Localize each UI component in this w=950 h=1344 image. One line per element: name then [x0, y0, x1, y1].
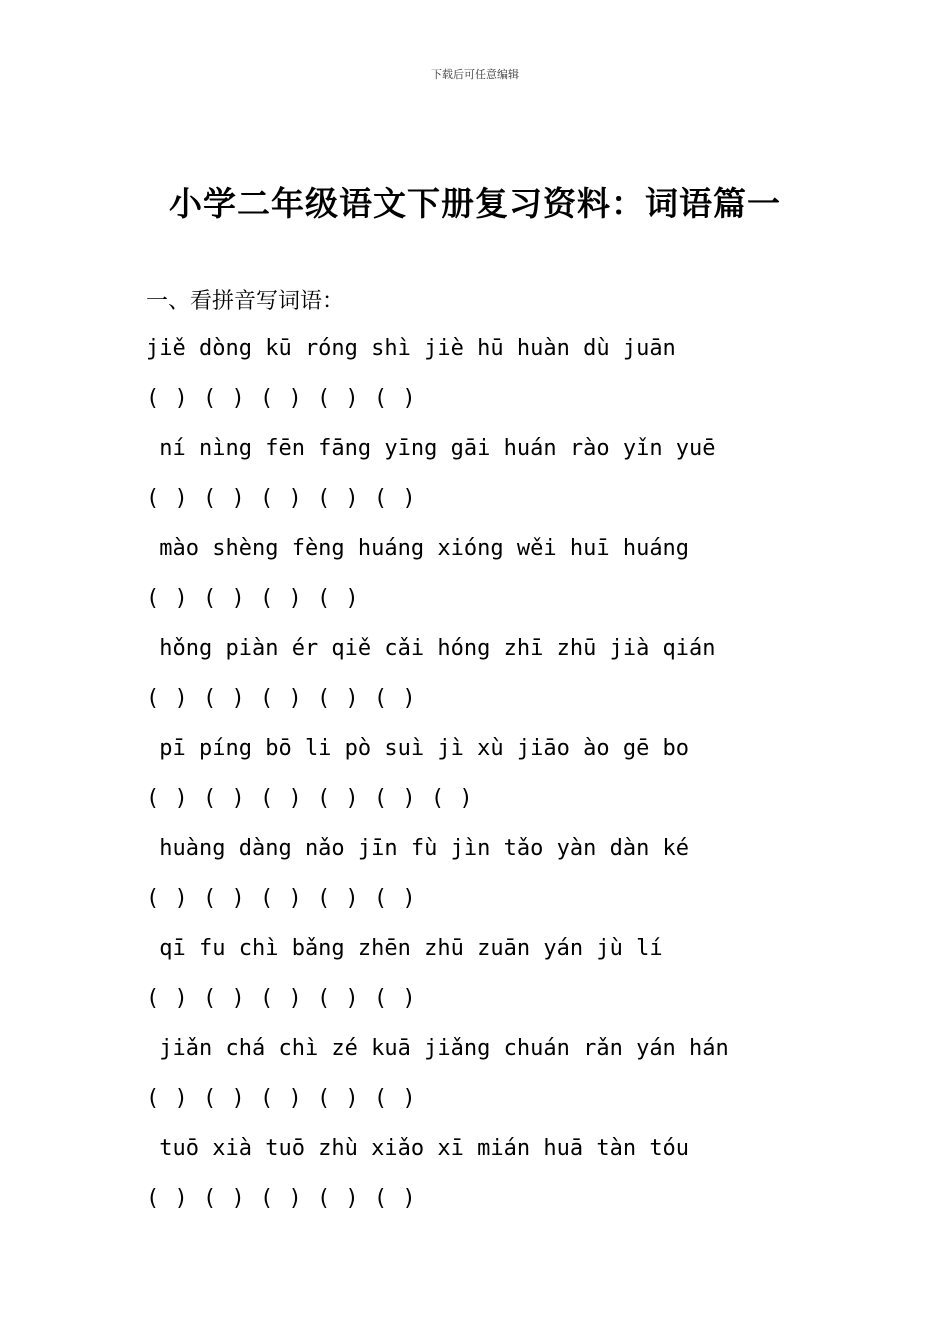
- pinyin-exercise: [146, 334, 846, 1234]
- answer-blanks: ( ) ( ) ( ) ( ) ( ): [146, 486, 417, 511]
- document-title: 小学二年级语文下册复习资料：词语篇一: [169, 184, 781, 223]
- page-header: 下载后可任意编辑: [431, 68, 519, 81]
- pinyin-line: jiǎn chá chì zé kuā jiǎng chuán rǎn yán hán: [146, 1036, 729, 1061]
- answer-blanks: ( ) ( ) ( ) ( ) ( ): [146, 1186, 417, 1211]
- answer-blanks: ( ) ( ) ( ) ( ): [146, 586, 360, 611]
- pinyin-line: huàng dàng nǎo jīn fù jìn tǎo yàn dàn ké: [146, 836, 690, 861]
- pinyin-line: pī píng bō li pò suì jì xù jiāo ào gē bo: [146, 736, 690, 761]
- pinyin-line: tuō xià tuō zhù xiǎo xī mián huā tàn tóu: [146, 1136, 690, 1161]
- pinyin-line: qī fu chì bǎng zhēn zhū zuān yán jù lí: [146, 936, 663, 961]
- answer-blanks: ( ) ( ) ( ) ( ) ( ) ( ): [146, 786, 474, 811]
- answer-blanks: ( ) ( ) ( ) ( ) ( ): [146, 386, 417, 411]
- answer-blanks: ( ) ( ) ( ) ( ) ( ): [146, 886, 417, 911]
- section-heading: 一、看拼音写词语：: [146, 289, 345, 314]
- answer-blanks: ( ) ( ) ( ) ( ) ( ): [146, 986, 417, 1011]
- answer-blanks: ( ) ( ) ( ) ( ) ( ): [146, 686, 417, 711]
- pinyin-line: ní nìng fēn fāng yīng gāi huán rào yǐn yuē: [146, 436, 716, 461]
- pinyin-line: hǒng piàn ér qiě cǎi hóng zhī zhū jià qián: [146, 636, 716, 661]
- pinyin-line: jiě dòng kū róng shì jiè hū huàn dù juān: [146, 336, 676, 361]
- answer-blanks: ( ) ( ) ( ) ( ) ( ): [146, 1086, 417, 1111]
- pinyin-line: mào shèng fèng huáng xióng wěi huī huáng: [146, 536, 690, 561]
